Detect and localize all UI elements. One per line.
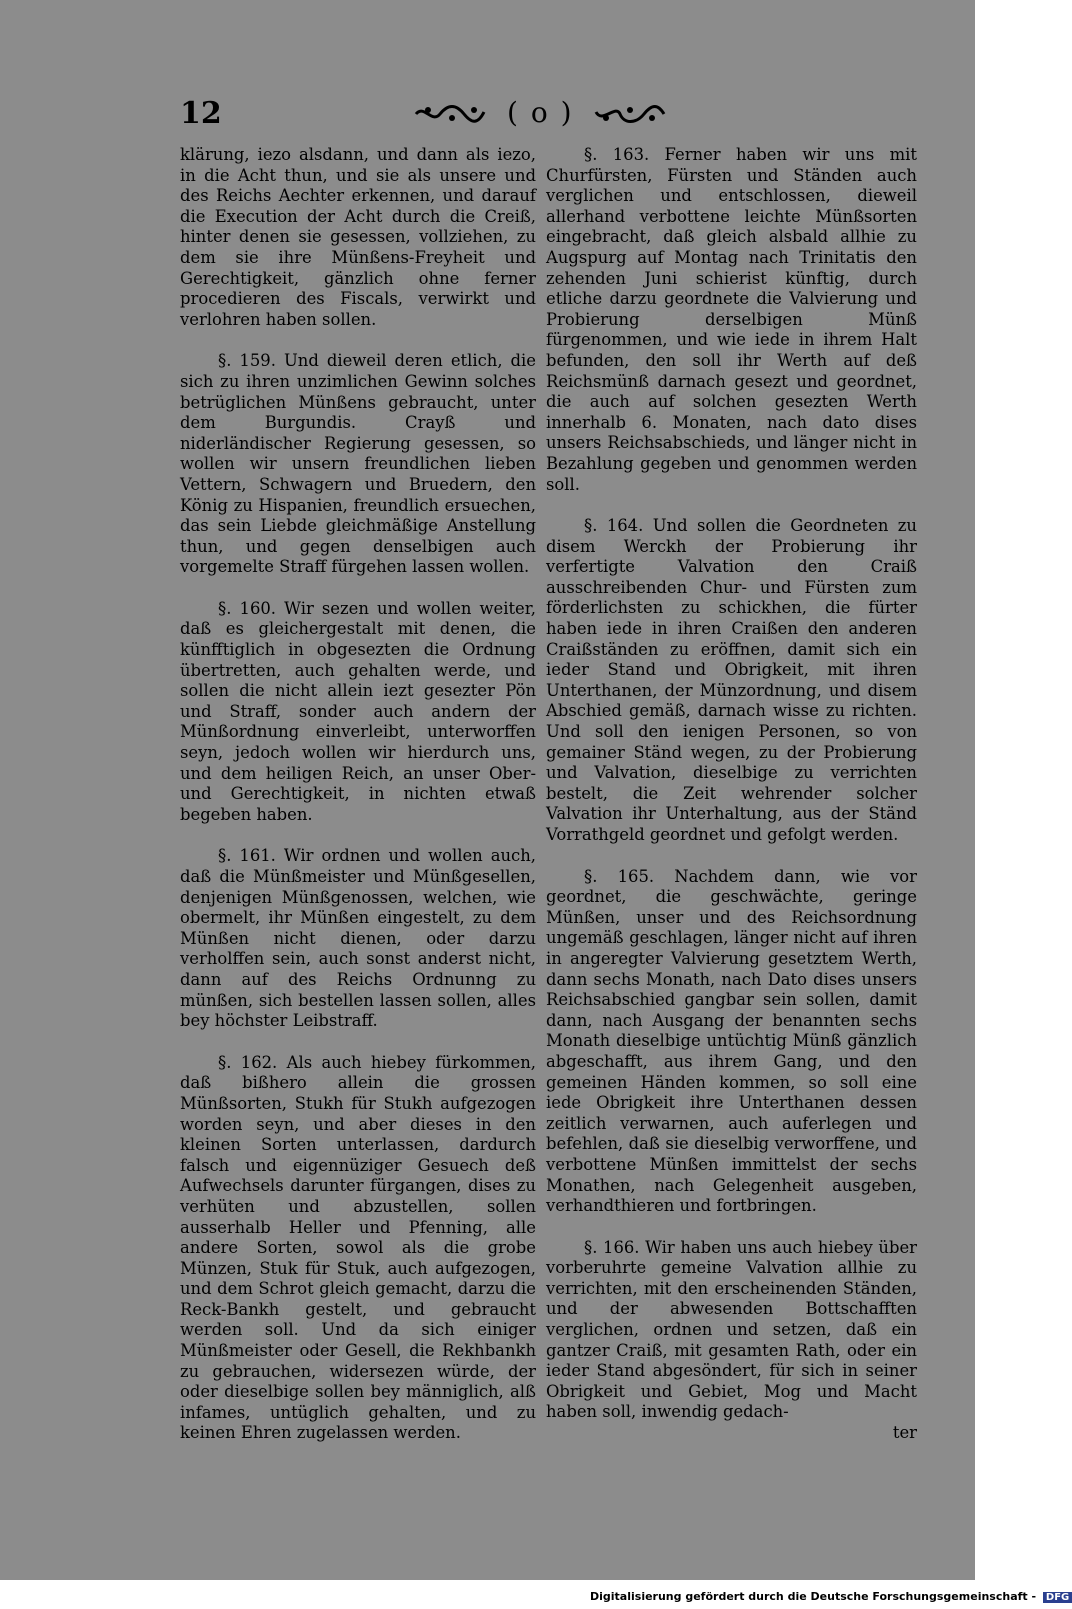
- digitization-footer: [590, 1590, 1072, 1603]
- signature-mark: ( o ): [507, 96, 574, 129]
- catchword: ter: [892, 1423, 917, 1443]
- paragraph-166: §. 166. Wir haben uns auch hiebey über vorberuhrte gemeine Valvation allhie zu verrichten, mit den erscheinenden Ständen, und der abwesenden Bottschafften verglichen, ordnen und setzen, daß ein gantzer Craiß, mit gesamten Rath, oder ein ieder Stand abgesöndert, für sich in seiner Obrigkeit und Gebiet, Mog und Macht haben soll, inwendig gedach-: [546, 1237, 917, 1422]
- paragraph-165: §. 165. Nachdem dann, wie vor geordnet, die geschwächte, geringe Münßen, unser und des Reichsordnung ungemäß geschlagen, länger nicht auf ihren in angeregter Valvierung gesetztem Werth, dann sechs Monath, nach Dato dises unsers Reichsabschied gangbar sein sollen, damit dann, nach Ausgang der benannten sechs Monath dieselbige untüchtig Münß gänzlich abgeschafft, aus ihrem Gang, und den gemeinen Händen kommen, so soll eine iede Obrigkeit ihre Unterthanen dessen zeitlich verwarnen, auch auferlegen und befehlen, daß sie dieselbig verworffene, und verbottene Münßen immittelst der sechs Monathen, nach Gelegenheit ausgeben, verhandthieren und fortbringen.: [546, 866, 917, 1216]
- page-header: [180, 96, 895, 134]
- paragraph-160: §. 160. Wir sezen und wollen weiter, daß es gleichergestalt mit denen, die künfftiglich in obgesezten die Ordnung übertretten, auch gehalten werde, und sollen die nicht allein iezt gesezter Pön und Straff, sonder auch andern der Münßordnung einverleibt, unterworffen seyn, jedoch wollen wir hierdurch uns, und dem heiligen Reich, an unser Ober- und Gerechtigkeit, in nichten etwaß begeben haben.: [180, 598, 536, 824]
- paragraph-161: §. 161. Wir ordnen und wollen auch, daß die Münßmeister und Münßgesellen, denjenigen Münßgenossen, welchen, wie obermelt, ihr Münßen eingestelt, zu dem Münßen nicht dienen, oder darzu verholffen sein, auch sonst anderst nicht, dann auf des Reichs Ordnunng zu münßen, sich bestellen lassen sollen, alles bey höchster Leibstraff.: [180, 846, 536, 1031]
- ornament-right-icon: [592, 102, 668, 126]
- footer-text: Digitalisierung gefördert durch die Deutsche Forschungsgemeinschaft -: [590, 1590, 1037, 1603]
- paragraph-159: §. 159. Und dieweil deren etlich, die sich zu ihren unzimlichen Gewinn solches betrüglichen Münßens gebraucht, unter dem Burgundis. Crayß und niderländischer Regierung gesessen, so wollen wir unsern freundlichen lieben Vettern, Schwagern und Bruedern, den König zu Hispanien, freundlich ersuechen, das sein Liebde gleichmäßige Anstellung thun, und gegen denselbigen auch vorgemelte Straff fürgehen lassen wollen.: [180, 351, 536, 577]
- left-text-column: [180, 145, 536, 1444]
- paragraph-163: §. 163. Ferner haben wir uns mit Churfürsten, Fürsten und Ständen auch verglichen und entschlossen, dieweil allerhand verbottene leichte Münßsorten eingebracht, daß gleich alsbald allhie zu Augspurg auf Montag nach Trinitatis den zehenden Juni schierist künftig, durch etliche darzu geordnete die Valvierung und Probierung derselbigen Münß fürgenommen, und wie iede in ihrem Halt befunden, den soll ihr Werth auf deß Reichsmünß darnach gesezt und geordnet, die auch auf solchen gesezten Werth innerhalb 6. Monaten, nach dato dises unsers Reichsabschieds, und länger nicht in Bezahlung gegeben und genommen werden soll.: [546, 145, 917, 494]
- right-text-column: [546, 145, 917, 1444]
- page-number: 12: [180, 96, 222, 131]
- dfg-logo: DFG: [1043, 1592, 1072, 1603]
- paragraph-164: §. 164. Und sollen die Geordneten zu disem Werckh der Probierung ihr verfertigte Valvation den Craiß ausschreibenden Chur- und Fürsten zum förderlichsten zu schickhen, die fürter haben iede in ihren Craißen den anderen Craißständen zu eröffnen, damit sich ein ieder Stand und Obrigkeit, mit ihren Unterthanen, der Münzordnung, und disem Abschied gemäß, darnach wisse zu richten. Und soll den ienigen Personen, so von gemainer Ständ wegen, zu der Probierung und Valvation, dieselbige zu verrichten bestelt, die Zeit wehrender solcher Valvation ihr Unterhaltung, aus der Ständ Vorrathgeld geordnet und gefolgt werden.: [546, 516, 917, 844]
- paragraph-162: §. 162. Als auch hiebey fürkommen, daß bißhero allein die grossen Münßsorten, Stukh für Stukh aufgezogen worden seyn, und aber dieses in den kleinen Sorten unterlassen, dardurch falsch und eigennüziger Gesuech deß Aufwechsels darunter fürgangen, dises zu verhüten und abzustellen, sollen ausserhalb Heller und Pfenning, alle andere Sorten, sowol als die grobe Münzen, Stuk für Stuk, auch aufgezogen, und dem Schrot gleich gemacht, darzu die Reck-Bankh gestelt, und gebraucht werden soll. Und da sich einiger Münßmeister oder Gesell, die Rekhbankh zu gebrauchen, widersezen würde, der oder dieselbige sollen bey männiglich, alß infames, untüglich gehalten, und zu keinen Ehren zugelassen werden.: [180, 1052, 536, 1443]
- ornament-left-icon: [412, 102, 488, 126]
- paragraph-continuation: klärung, iezo alsdann, und dann als iezo, in die Acht thun, und sie als unsere und des Reichs Aechter erkennen, und darauf die Execution der Acht durch die Creiß, hinter denen sie gesessen, vollziehen, zu dem sie ihre Münßens-Freyheit und Gerechtigkeit, gänzlich ohne ferner procedieren des Fiscals, verwirkt und verlohren haben sollen.: [180, 145, 536, 329]
